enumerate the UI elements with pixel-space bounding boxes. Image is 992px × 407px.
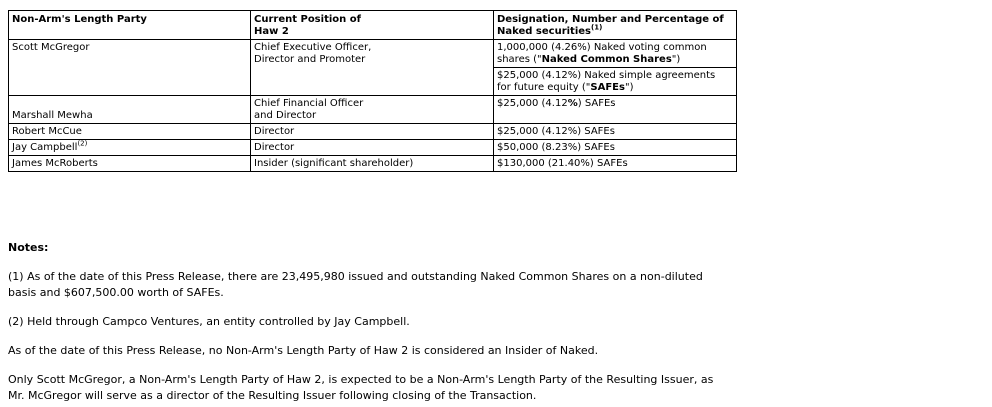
position: Director [254,142,295,153]
holding-cell [494,68,737,96]
header-party-label: Non-Arm's Length Party [12,14,147,25]
holding: $50,000 (8.23%) SAFEs [497,142,615,153]
position-cell [251,40,494,96]
party-cell [9,96,251,124]
header-position [251,11,494,40]
defined-term: SAFEs [590,82,625,93]
holding-line1: 1,000,000 (4.26%) Naked voting common [497,42,707,53]
note-4 [8,372,748,404]
party-name: James McRoberts [12,158,98,169]
footnote-ref-1: (1) [591,23,603,32]
header-party [9,11,251,40]
position-line2: and Director [254,110,317,121]
table-row [9,156,737,172]
holding-line2-pre: shares (" [497,54,542,65]
position-line1: Chief Executive Officer, [254,42,372,53]
party-cell [9,140,251,156]
holding-cell [494,140,737,156]
ownership-table [8,10,737,172]
position-cell [251,140,494,156]
position: Director [254,126,295,137]
notes-title: Notes: [8,241,49,254]
note-1-line2: basis and $607,500.00 worth of SAFEs. [8,286,224,299]
header-position-line1: Current Position of [254,14,361,25]
note-3: As of the date of this Press Release, no Non-Arm's Length Party of Haw 2 is considered an Insider of Naked. [8,344,599,357]
position-line2: Director and Promoter [254,54,366,65]
position-cell [251,96,494,124]
holding-cell [494,156,737,172]
note-4-line2: Mr. McGregor will serve as a director of the Resulting Issuer following closing of the Transaction. [8,389,537,402]
header-designation-line1: Designation, Number and Percentage of [497,14,724,25]
party-cell [9,40,251,96]
holding-bold: % [567,98,578,109]
holding-cell [494,40,737,68]
holding: $25,000 (4.12%) SAFEs [497,126,615,137]
holding-post: ) SAFEs [577,98,616,109]
defined-term: Naked Common Shares [541,54,672,65]
position-line1: Chief Financial Officer [254,98,364,109]
position: Insider (significant shareholder) [254,158,414,169]
note-4-line1: Only Scott McGregor, a Non-Arm's Length Party of Haw 2, is expected to be a Non-Arm's Length Party of the Resulting Issuer, as [8,373,714,386]
footnote-ref-2: (2) [77,139,88,148]
notes-section [8,240,748,404]
party-name: Jay Campbell [12,142,78,153]
holding-pre: $25,000 (4.12 [497,98,568,109]
table-row [9,96,737,124]
note-1-line1: (1) As of the date of this Press Release, there are 23,495,980 issued and outstanding Naked Common Shares on a non-diluted [8,270,703,283]
party-name: Marshall Mewha [12,110,93,121]
party-name: Scott McGregor [12,42,90,53]
party-cell [9,156,251,172]
note-1 [8,269,748,301]
table-row [9,40,737,68]
holding-line2-post: ") [624,82,634,93]
header-designation [494,11,737,40]
holding-line2-post: ") [671,54,681,65]
holding-cell [494,96,737,124]
party-cell [9,124,251,140]
header-designation-line2: Naked securities [497,26,592,37]
position-cell [251,156,494,172]
table-header-row [9,11,737,40]
holding-line2-pre: for future equity (" [497,82,591,93]
table-row [9,140,737,156]
party-name: Robert McCue [12,126,82,137]
holding: $130,000 (21.40%) SAFEs [497,158,628,169]
table-row [9,124,737,140]
holding-line1: $25,000 (4.12%) Naked simple agreements [497,70,716,81]
note-2: (2) Held through Campco Ventures, an entity controlled by Jay Campbell. [8,315,410,328]
holding-cell [494,124,737,140]
position-cell [251,124,494,140]
header-position-line2: Haw 2 [254,26,289,37]
